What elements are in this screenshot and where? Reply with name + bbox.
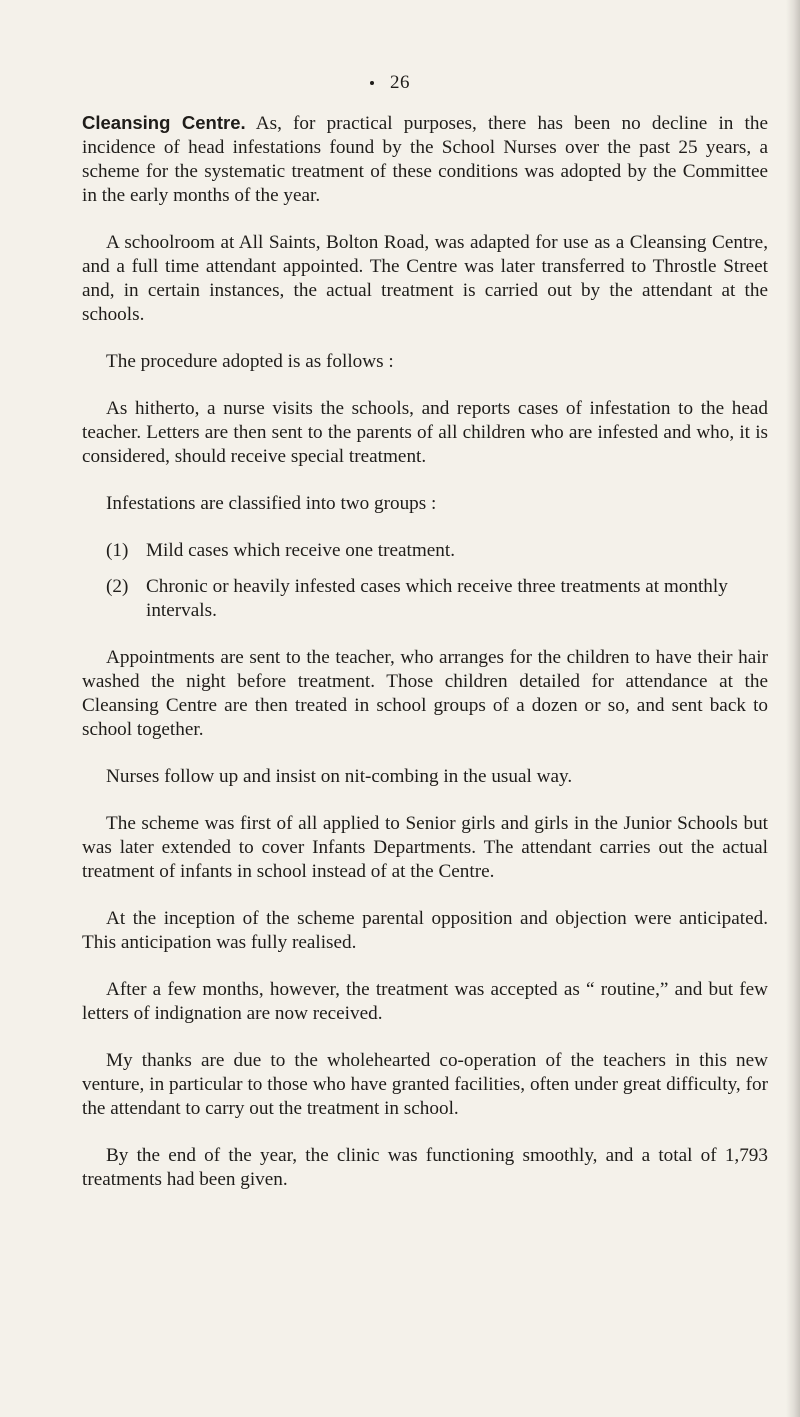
- page-number-dot: [370, 81, 374, 85]
- paragraph-total-treatments: By the end of the year, the clinic was functioning smoothly, and a total of 1,793 treatments had been given.: [82, 1145, 768, 1190]
- paragraph-classification-intro: Infestations are classified into two groups :: [106, 493, 437, 514]
- list-item-text: Chronic or heavily infested cases which receive three treatments at monthly intervals.: [146, 576, 728, 621]
- section-intro-text: As, for practical purposes, there has been no decline in the incidence of head infestations found by the School Nurses over the past 25 years, a scheme for the systematic treatment of these conditions was adopted by the Committee in the early months of the year.: [82, 113, 768, 206]
- paragraph-procedure-intro: The procedure adopted is as follows :: [106, 351, 394, 372]
- document-body: [82, 111, 768, 1215]
- paragraph-accepted-routine: After a few months, however, the treatment was accepted as “ routine,” and but few letters of indignation are now received.: [82, 979, 768, 1024]
- paragraph-appointments: Appointments are sent to the teacher, who arranges for the children to have their hair washed the night before treatment. Those children detailed for attendance at the Cleansing Centre are then treated in school groups of a dozen or so, and sent back to school together.: [82, 647, 768, 740]
- paragraph-scheme-extent: The scheme was first of all applied to Senior girls and girls in the Junior Schools but was later extended to cover Infants Departments. The attendant carries out the actual treatment of infants in school instead of at the Centre.: [82, 813, 768, 882]
- paragraph-nurse-visits: As hitherto, a nurse visits the schools, and reports cases of infestation to the head teacher. Letters are then sent to the parents of all children who are infested and who, it is considered, should receive special treatment.: [82, 398, 768, 467]
- list-item-text: Mild cases which receive one treatment.: [146, 540, 456, 561]
- page-number: 26: [390, 72, 410, 93]
- list-item-number: (2): [106, 576, 129, 597]
- paragraph-cleansing-centre-location: A schoolroom at All Saints, Bolton Road, was adapted for use as a Cleansing Centre, and a full time attendant appointed. The Centre was later transferred to Throstle Street and, in certain instances, the actual treatment is carried out by the attendant at the schools.: [82, 232, 768, 325]
- paragraph-thanks: My thanks are due to the wholehearted co-operation of the teachers in this new venture, in particular to those who have granted facilities, often under great difficulty, for the attendant to carry out the treatment in school.: [82, 1050, 768, 1119]
- list-item-group-1: [82, 539, 768, 563]
- list-item-number: (1): [106, 540, 129, 561]
- list-item-group-2: [82, 575, 768, 623]
- page-edge-shadow: [786, 0, 800, 1417]
- section-heading: Cleansing Centre.: [82, 112, 246, 133]
- section-intro-paragraph: [82, 111, 768, 208]
- page-number-container: [0, 72, 800, 94]
- paragraph-parental-opposition: At the inception of the scheme parental opposition and objection were anticipated. This anticipation was fully realised.: [82, 908, 768, 953]
- paragraph-nit-combing: Nurses follow up and insist on nit-combing in the usual way.: [106, 766, 573, 787]
